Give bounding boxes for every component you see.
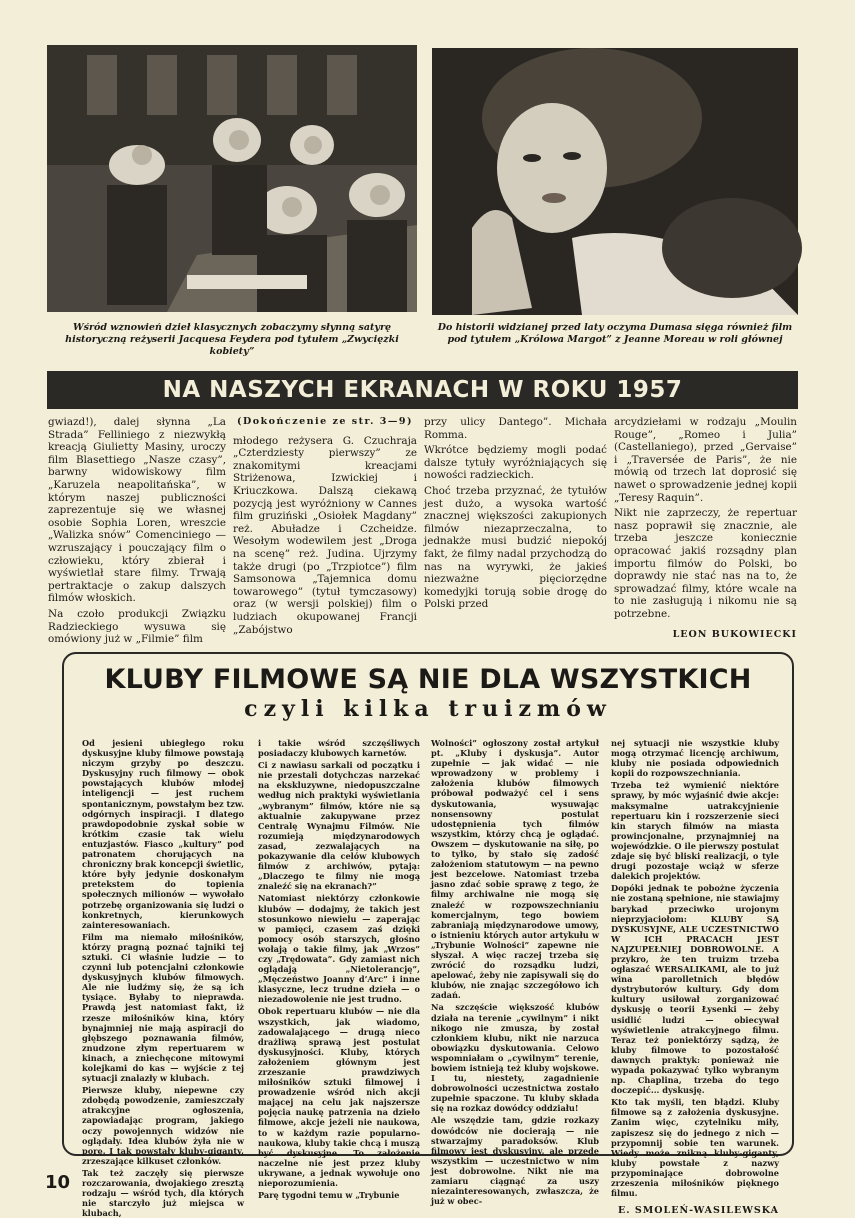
article-paragraph: gwiazd!), dalej słynna „La Strada” Felliniego z niezwykłą kreacją Giulietty Masiny, uroczy film Blasettiego „Nasze czasy”, barwny widowiskowy film „Karuzela neapolitańska”, w którym naszej publiczności zaprezentuje się we własnej osobie Sophia Loren, wreszcie „Walizka snów” Comenciniego — wzruszający i pouczający film o człowieku, który zbierał i wyświetlał stare filmy. Trwają pertraktacje o zakup dalszych filmów włoskich. bbox=[48, 416, 226, 605]
article-column-1 bbox=[48, 416, 226, 651]
boxed-paragraph: i takie wśród szczęśliwych posiadaczy klubowych karnetów. bbox=[258, 738, 420, 759]
boxed-paragraph: Tak też zaczęły się pierwsze rozczarowania, dwojakiego zresztą rodzaju — wśród tych, dla których nie starczyło już miejsca w klubach, bbox=[82, 1167, 244, 1218]
article-column-3 bbox=[424, 416, 607, 651]
boxed-column-1 bbox=[82, 738, 244, 1218]
boxed-paragraph: Od jesieni ubiegłego roku dyskusyjne kluby filmowe powstają niczym grzyby po deszczu. Dyskusyjny ruch filmowy — obok powstających klubów młodej inteligencji — jest ruchem spontanicznym, powstałym bez tzw. odgórnych inspiracji. I dlatego prawdopodobnie zyskał sobie w krótkim czasie tak wielu entuzjastów. Fiasco „kultury” pod patronatem chorujących na chroniczny brak koncepcji świetlic, które były jedynie doskonałym pretekstem do topienia społecznych milionów — wywołało potrzebę organizowania się ludzi o konkretnych, kierunkowych zainteresowaniach. bbox=[82, 738, 244, 930]
boxed-article-title: KLUBY FILMOWE SĄ NIE DLA WSZYSTKICH bbox=[104, 664, 752, 695]
article-paragraph: Na czoło produkcji Związku Radzieckiego wysuwa się omówiony już w „Filmie” film bbox=[48, 607, 226, 646]
article-paragraph: arcydziełami w rodzaju „Moulin Rouge”, „Romeo i Julia” (Castellaniego), przed „Gervaise” i „Traversée de Paris”, że nie mówią od trzech lat doprosić się nawet o sprowadzenie jednej kopii „Teresy Raquin”. bbox=[614, 416, 797, 504]
photo-historical-satire-scene bbox=[47, 45, 417, 312]
boxed-paragraph: Parę tygodni temu w „Trybunie bbox=[258, 1190, 400, 1201]
boxed-paragraph: Trzeba też wymienić niektóre sprawy, by móc wyjaśnić dwie akcje: maksymalne uatrakcyjnienie repertuaru kin i rozszerzenie sieci kin starych filmów na miasta prowincjonalne, przynajmniej na wojewódzkie. O ile pierwszy postulat zdaje się być bliski realizacji, o tyle drugi pozostaje wciąż w sferze dalekich projektów. bbox=[611, 780, 779, 882]
continuation-note: (Dokończenie ze str. 3—9) bbox=[237, 416, 413, 427]
article-paragraph: przy ulicy Dantego”. Michała Romma. bbox=[424, 416, 607, 441]
boxed-paragraph: Film ma niemało miłośników, którzy pragną poznać tajniki tej sztuki. Ci właśnie ludzie — to czynni lub potencjalni członkowie dyskusyjnych klubów filmowych. Ale nie ludźmy się, że są ich tysiące. Byłaby to nieprawda. Prawdą jest natomiast fakt, iż rzesze miłośników kina, który bynajmniej nie mają aspiracji do głębszego poznawania filmów, znudzone złym repertuarem w kinach, a zniechęcone mitowymi kolejkami do kas — wyjście z tej sytuacji znalazły w klubach. bbox=[82, 931, 244, 1084]
boxed-paragraph: Obok repertuaru klubów — nie dla wszystkich, jak wiadomo, zadowalającego — drugą nieco drażliwą sprawą jest postulat dyskusyjności. Kluby, których założeniem głównym jest zrzeszanie prawdziwych miłośników sztuki filmowej i prowadzenie wśród nich akcji mającej na celu jak najszersze pojęcia naukę patrzenia na dzieło filmowe, akcje jeżeli nie naukowa, to w każdym razie popularno-naukowa, kluby takie chcą i muszą być dyskusyjne. To założenie naczelne nie jest przez kluby ukrywane, a jednak wywołuje ono nieporozumienia. bbox=[258, 1006, 420, 1189]
boxed-paragraph: Kto tak myśli, ten błądzi. Kluby filmowe są z założenia dyskusyjne. Zanim więc, czytelniku miły, zapiszesz się do jednego z nich — przypomnij sobie ten warunek. Wiedy może znikną kluby-giganty, kluby powstałe z nazwy przypominające dobrowolne zrzeszenia miłośników pięknego filmu. bbox=[611, 1097, 779, 1199]
boxed-paragraph: Ale wszędzie tam, gdzie rozkazy dowódców nie docierają — nie stwarzajmy paradoksów. Klub filmowy jest dyskusyjny, ale przede wszystkim — uczestnictwo w nim jest dobrowolne. Nikt nie ma zamiaru ciągnąć za uszy niezainteresowanych, zwłaszcza, że już w obec- bbox=[431, 1115, 599, 1207]
boxed-paragraph: Na szczęście większość klubów działa na terenie „cywilnym” i nikt nikogo nie zmusza, by został członkiem klubu, nikt nie narzuca obowiązku dyskutowania. Celowo wspomniałam o „cywilnym” terenie, bowiem istnieją też kluby wojskowe. I tu, niestety, zagadnienie dobrowolności uczestnictwa zostało zupełnie spaczone. Tu kluby składa się na rozkaz dowódcy oddziału! bbox=[431, 1002, 599, 1114]
boxed-paragraph: Pierwsze kluby, niepewne czy zdobędą powodzenie, zamieszczały atrakcyjne ogłoszenia, zapowiadając program, jakiego oczy powojennych widzów nie oglądały. Idea klubów żyła nie w porę. I tak powstały kluby-giganty, zrzeszające kilkuset członków. bbox=[82, 1085, 244, 1166]
photo-left-illustration bbox=[47, 45, 417, 312]
boxed-paragraph: Wolności” ogłoszony został artykuł pt. „Kluby i dyskusja”. Autor zupełnie — jak widać — nie wprowadzony w problemy i założenia klubów filmowych próbował podważyć cel i sens dyskutowania, wysuwając nonsensowny postulat udostępnienia tych filmów wszystkim, którzy chcą je oglądać. Owszem — dyskutowanie na siłę, po to tylko, by stało się zadość założeniom statutowym — na pewno jest bezcelowe. Natomiast trzeba jasno zdać sobie sprawę z tego, że filmy archiwalne nie mogą się znaleźć w rozpowszechnianiu komercjalnym, tego bowiem zabraniają międzynarodowe umowy, o istnieniu których autor artykułu w „Trybunie Wolności” zapewne nie słyszał. A więc raczej trzeba się zwrócić do rozsądku ludzi, apelować, żeby nie zapisywali się do klubów, nie znając szczegółowo ich zadań. bbox=[431, 738, 599, 1001]
boxed-paragraph: Dopóki jednak te pobożne życzenia nie zostaną spełnione, nie stawiajmy barykad przeciwko urojonym nieprzyjaciołom: KLUBY SĄ DYSKUSYJNE, ALE UCZESTNICTWO W ICH PRACACH JEST NAJZUPEŁNIEJ DOBROWOLNE. A przykro, że ten truizm trzeba ogłaszać WERSALIKAMI, ale to już wina parolletnich błędów dystrybutorów kultury. Gdy dom kultury usiłował zorganizować dyskusję o teorii Łysenki — żeby usidlić ludzi — obiecywał wyświetlenie atrakcyjnego filmu. Teraz też poniektórzy sądzą, że kluby filmowe to pozostałość dawnych praktyk: ponieważ nie wypada pokazywać tylko wybranym np. Chaplina, trzeba do tego doczepić... dyskusję. bbox=[611, 883, 779, 1096]
boxed-article-author: E. SMOLEŃ-WASILEWSKA bbox=[618, 1205, 779, 1217]
caption-right-photo: Do historii widzianej przed laty oczyma Dumasa sięga również film pod tytułem „Królowa Margot” z Jeanne Moreau w roli głównej bbox=[437, 322, 793, 345]
boxed-column-3 bbox=[431, 738, 599, 1207]
photo-jeanne-moreau-portrait bbox=[432, 48, 798, 315]
article-column-2 bbox=[233, 416, 417, 651]
article-author: LEON BUKOWIECKI bbox=[672, 628, 797, 640]
article-title-banner bbox=[47, 371, 798, 409]
boxed-paragraph: Natomiast niektórzy członkowie klubów — dodajmy, że takich jest stosunkowo niewielu — zaperając w pamięci, czasem zaś dzięki pomocy osób starszych, głośno wołają o takie filmy, jak „Wrzos” czy „Trędowata”. Gdy zamiast nich oglądają „Nietolerancję”, „Męczeństwo Joanny d’Arc” i inne klasyczne, lecz trudne dzieła — o niezadowolenie nie jest trudno. bbox=[258, 893, 420, 1005]
boxed-column-4 bbox=[611, 738, 779, 1217]
page-number: 10 bbox=[45, 1172, 71, 1193]
article-paragraph: Wkrótce będziemy mogli podać dalsze tytuły wyróżniających się nowości radzieckich. bbox=[424, 444, 607, 482]
boxed-paragraph: nej sytuacji nie wszystkie kluby mogą otrzymać licencję archiwum, kluby nie posiada odpowiednich kopii do rozpowszechniania. bbox=[611, 738, 779, 779]
article-paragraph: młodego reżysera G. Czuchraja „Czterdziesty pierwszy” ze znakomitymi kreacjami Striżenowa, Izwickiej i Kriuczkowa. Dalszą ciekawą pozycją jest wyróżniony w Cannes film gruziński „Osiołek Magdany” reż. Abuładze i Czcheidze. Wesołym wodewilem jest „Droga na scenę” reż. Judina. Ujrzymy także drugi (po „Trzpiotce”) film Samsonowa „Tajemnica domu towarowego” (tytuł tymczasowy) oraz (w wersji polskiej) film o ludziach okupowanej Francji „Zabójstwo bbox=[233, 434, 417, 636]
caption-left-photo: Wśród wznowień dzieł klasycznych zobaczymy słynną satyrę historyczną reżyserii Jacquesa Feydera pod tytułem „Zwycięzki kobiety” bbox=[65, 322, 399, 357]
boxed-paragraph: Ci z nawiasu sarkali od początku i nie przestali dotychczas narzekać na ekskluzywne, niedopuszczalne według nich praktyki wyświetlania „wybranym” filmów, które nie są aktualnie zakupywane przez Centralę Wynajmu Filmów. Nie rozumieją międzynarodowych zasad, zezwalających na pokazywanie dla celów klubowych filmów z archiwów, pytają: „Dlaczego te filmy nie mogą znaleźć się na ekranach?” bbox=[258, 760, 420, 892]
article-column-4 bbox=[614, 416, 797, 651]
article-paragraph: Choć trzeba przyznać, że tytułów jest dużo, a wysoka wartość znacznej większości zakupionych filmów niezaprzeczalna, to jednakże musi budzić niepokój fakt, że filmy nadal przychodzą do nas na wyrywki, że jakieś niezważne pięciorzędne komedyjki torują sobie drogę do Polski przed bbox=[424, 484, 607, 611]
photo-right-illustration bbox=[432, 48, 798, 315]
boxed-article-subtitle: czyli kilka truizmów bbox=[244, 696, 612, 722]
boxed-column-2 bbox=[258, 738, 420, 1201]
article-title: NA NASZYCH EKRANACH W ROKU 1957 bbox=[162, 377, 683, 403]
article-paragraph: Nikt nie zaprzeczy, że repertuar nasz poprawił się znacznie, ale trzeba jeszcze koniecznie opracować jakiś rozsądny plan importu filmów do Polski, bo doprawdy nie stać nas na to, że sprowadzać filmy, które wcale na to nie zasługują i nikomu nie są potrzebne. bbox=[614, 507, 797, 620]
